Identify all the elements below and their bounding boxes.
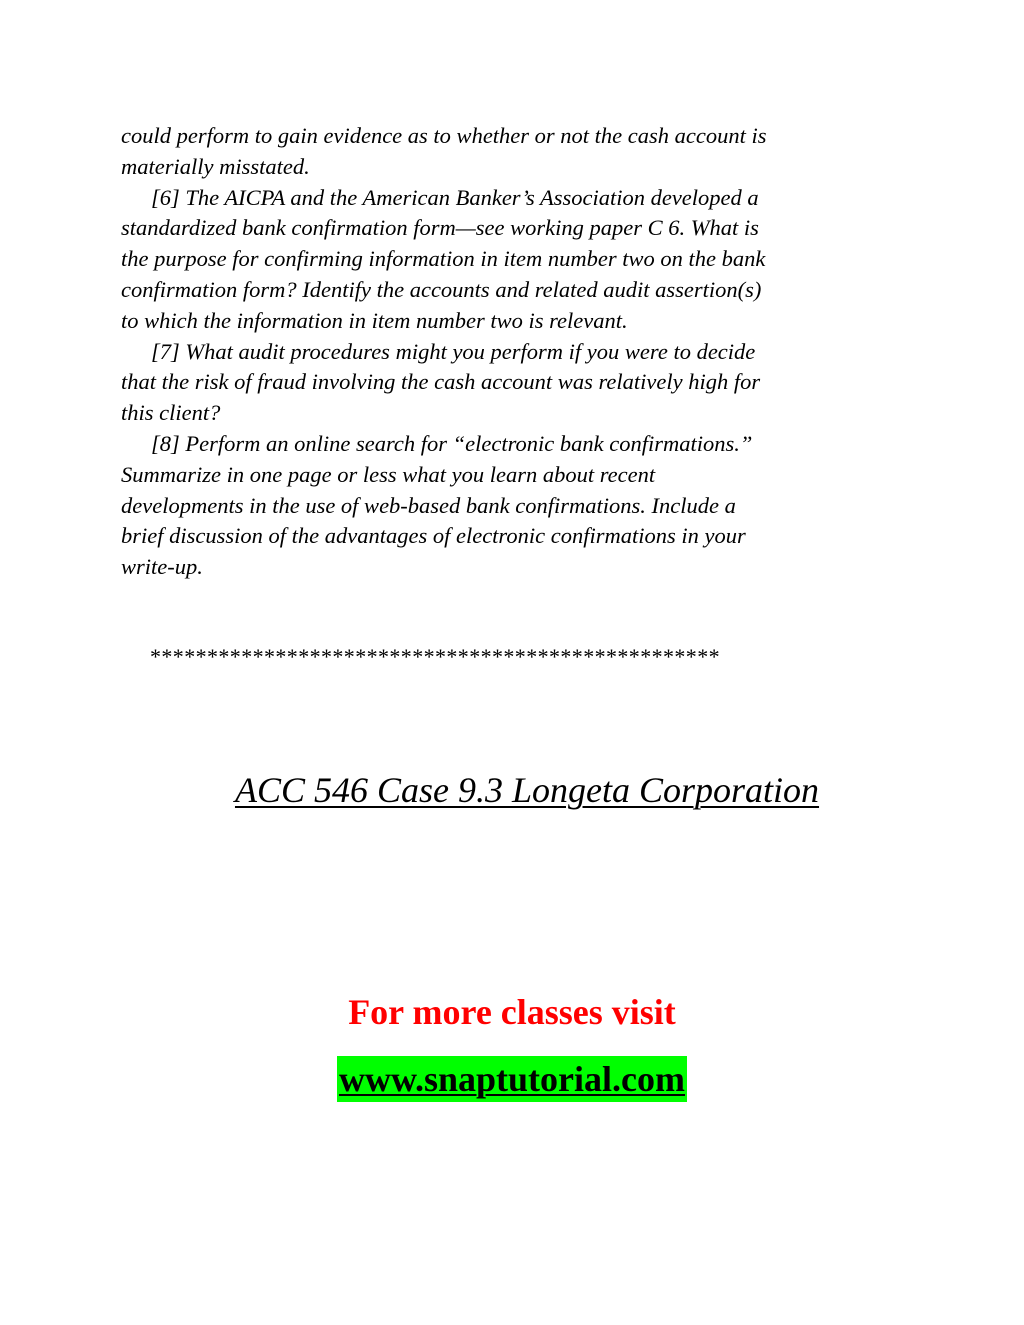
question-6-line: to which the information in item number two is relevant. — [121, 307, 628, 333]
question-8-line: brief discussion of the advantages of electronic confirmations in your — [121, 523, 746, 549]
question-8-line: [8] Perform an online search for “electronic bank confirmations.” — [151, 430, 753, 456]
question-7-line: that the risk of fraud involving the cash account was relatively high for — [121, 369, 761, 395]
question-7 — [121, 337, 911, 429]
promo-heading: For more classes visit — [348, 992, 676, 1032]
case-title-text: ACC 546 Case 9.3 Longeta Corporation — [234, 770, 820, 810]
question-6 — [121, 183, 911, 337]
intro-paragraph — [121, 121, 911, 183]
question-8 — [121, 429, 911, 583]
promo-link-wrap — [0, 1056, 1024, 1102]
intro-line: materially misstated. — [121, 153, 310, 179]
question-8-line: Summarize in one page or less what you learn about recent — [121, 461, 656, 487]
question-6-line: confirmation form? Identify the accounts and related audit assertion(s) — [121, 276, 762, 302]
separator-line: ************************************************** — [150, 644, 720, 669]
question-7-line: [7] What audit procedures might you perform if you were to decide — [151, 338, 756, 364]
promo-link[interactable]: www.snaptutorial.com — [337, 1056, 687, 1102]
question-6-line: standardized bank confirmation form—see working paper C 6. What is — [121, 215, 759, 241]
question-7-line: this client? — [121, 400, 221, 426]
question-6-line: the purpose for confirming information in item number two on the bank — [121, 246, 766, 272]
question-text-block — [121, 121, 911, 583]
case-title — [0, 768, 1024, 812]
question-8-line: write-up. — [121, 554, 203, 580]
intro-line: could perform to gain evidence as to whether or not the cash account is — [121, 123, 767, 148]
question-6-line: [6] The AICPA and the American Banker’s Association developed a — [151, 184, 759, 210]
question-8-line: developments in the use of web-based bank confirmations. Include a — [121, 492, 736, 518]
